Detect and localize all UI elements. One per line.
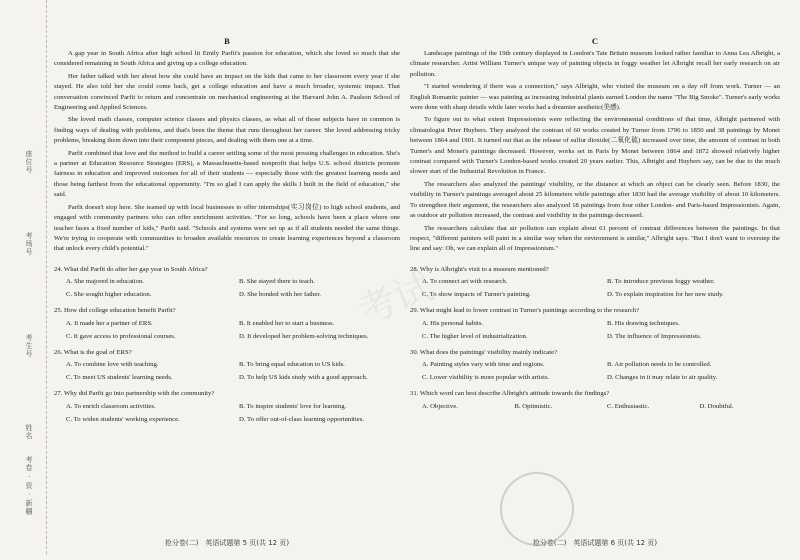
option-b[interactable]: B. Air pollution needs to be controlled. (607, 361, 712, 369)
passage-c (410, 49, 780, 255)
option-d[interactable]: D. Doubtful. (699, 402, 734, 410)
paragraph: Landscape paintings of the 19th century displayed in London's Tate Britain museum looked rather familiar to Anna Lea Albright, a climate researcher. Artist William Turner's unique way of painting objects in foggy weather let Albright recall her early research on air pollution. (410, 50, 780, 78)
question-27 (54, 389, 400, 426)
option-a[interactable]: A. Painting styles vary with time and regions. (422, 361, 545, 369)
paragraph: The researchers calculate that air pollution can explain about 61 percent of contrast differences between the paintings. In that respect, "different painters will paint in a similar way when the environment is similar," Albright says. "But I don't want to overstep the line and say: Oh, we can explain all of Impressionism." (410, 224, 780, 253)
option-d[interactable]: D. Changes in it may relate to air quality. (607, 374, 718, 382)
question-stem: 28. Why is Albright's visit to a museum mentioned? (410, 265, 549, 273)
question-stem: 26. What is the goal of ERS? (54, 348, 132, 356)
question-31 (410, 389, 780, 413)
paragraph: To figure out to what extent Impressionists were reflecting the environmental conditions of that time, Albright partnered with climatologist Peter Huybers. They analyzed the contrast of 60 works created by Turner from 1796 to 1850 and 38 paintings by Monet between 1864 and 1901. It turned out that as the release of sulfur dioxide(二氧化硫) increased over time, the amount of contrast in both Turner's and Monet's paintings decreased. However, works set in Paris by Monet between 1864 and 1872 showed relatively higher contrast compared with Turner's London-based works created 20 years earlier. This, Albright and Huybers say, can be due to the much slower start of the Industrial Revolution in France. (410, 116, 780, 176)
section-title-c: C (591, 36, 599, 46)
option-c[interactable]: C. She sought higher education. (66, 291, 152, 299)
right-content (410, 0, 780, 413)
binding-margin (20, 0, 47, 554)
option-d[interactable]: D. To explain inspiration for her new study. (607, 291, 724, 299)
paragraph: Parfit combined that love and the method to build a career settling some of the most pressing challenges in education. She's a partner at Education Resource Strategies (ERS), a Massachusetts-based nonprofit that helps U.S. school districts promote fairness in education and improved outcomes for all of their students — especially those with the greatest learning needs and those being farthest from the educational opportunity. "I'm so glad I can apply the skills I built in the field of education," she said. (54, 149, 400, 199)
question-24 (54, 265, 400, 302)
page-footer-right: 抢分卷(二) 英语试题第 6 页(共 12 页) (532, 539, 658, 547)
option-a[interactable]: A. To combine love with teaching. (66, 361, 159, 369)
option-b[interactable]: B. His drawing techniques. (607, 319, 680, 327)
left-content (54, 0, 400, 426)
question-26 (54, 348, 400, 385)
option-c[interactable]: C. It gave access to professional courses. (66, 332, 176, 340)
option-d[interactable]: D. It developed her problem-solving techniques. (239, 332, 369, 340)
question-stem: 24. What did Parfit do after her gap year in South Africa? (54, 265, 208, 273)
option-c[interactable]: C. The higher level of industrialization. (422, 332, 528, 340)
option-a[interactable]: A. To enrich classroom activities. (66, 402, 156, 410)
option-b[interactable]: B. It enabled her to start a business. (239, 319, 335, 327)
option-d[interactable]: D. She bonded with her father. (239, 291, 321, 299)
paragraph: The researchers also analyzed the paintings' visibility, or the distance at which an object can be clearly seen. Before 1830, the visibility in Turner's paintings averaged about 25 kilometers while paintings after 1830 had the average visibility of about 10 kilometers. To strengthen their argument, the researchers also analyzed 18 paintings from four other London- and Paris-based Impressionists. Again, as outdoor air pollution increased, the contrast and visibility in the paintings decreased. (410, 180, 780, 220)
binding-label-room: 考场号 (25, 232, 33, 256)
option-a[interactable]: A. His personal habits. (422, 319, 484, 327)
question-stem: 30. What does the paintings' visibility mainly indicate? (410, 348, 558, 356)
option-a[interactable]: A. Objective. (422, 402, 458, 410)
option-d[interactable]: D. The influence of Impressionists. (607, 332, 702, 340)
binding-label-region: 考卷 · 资 · 新疆 (25, 456, 33, 516)
page-footer-left: 抢分卷(二) 英语试题第 5 页(共 12 页) (164, 539, 290, 547)
watermark: 考试 (351, 264, 439, 334)
binding-label-name: 姓名 (25, 424, 33, 440)
question-stem: 31. Which word can best describe Albright's attitude towards the findings? (410, 390, 610, 398)
paragraph: "I started wondering if there was a connection," says Albright, who visited the museum on a day off from work. Turner — an English Romantic painter — was painting as increasing industrial plants earned London the name "The Big Smoke". Turner's early works were done with sharp details while later works had a dreamier aesthetic(美感). (410, 83, 780, 112)
option-b[interactable]: B. To bring equal education to US kids. (239, 361, 345, 369)
option-c[interactable]: C. To widen students' working experience. (66, 415, 180, 423)
passage-b (54, 49, 400, 255)
question-25 (54, 306, 400, 343)
option-a[interactable]: A. It made her a partner of ERS. (66, 319, 153, 327)
question-30 (410, 348, 780, 385)
option-b[interactable]: B. To inspire students' love for learning. (239, 402, 347, 410)
binding-label-seat: 座位号 (25, 150, 33, 174)
option-c[interactable]: C. To meet US students' learning needs. (66, 374, 173, 382)
option-b[interactable]: B. To introduce previous foggy weather. (607, 278, 715, 286)
paragraph: She loved math classes, computer science classes and physics classes, as what all of those subjects have in common is finding ways of dealing with problems, and that's been the theme that runs throughout her career. She loved addressing tricky problems, breaking them down into their component pieces, and dealing with them one at a time. (54, 116, 400, 145)
question-29 (410, 306, 780, 343)
question-28 (410, 265, 780, 302)
option-d[interactable]: D. To help US kids study with a good approach. (239, 374, 368, 382)
left-page (20, 0, 400, 554)
paragraph: A gap year in South Africa after high school lit Emily Parfit's passion for education, which she loved so much that she considered remaining in South Africa and giving up a college education. (54, 50, 400, 68)
option-c[interactable]: C. Lower visibility is more popular with artists. (422, 374, 550, 382)
paragraph: Her father talked with her about how she could have an impact on the kids that came to her classroom every year if she stayed. He also told her she could come back, get a college education and have a much broader, systemic impact. That conversation convinced Parfit to return and concentrate on mechanical engineering at the Harvard John A. Paulson School of Engineering and Applied Sciences. (54, 72, 400, 112)
option-a[interactable]: A. To connect art with research. (422, 278, 508, 286)
question-stem: 27. Why did Parfit go into partnership with the community? (54, 390, 215, 398)
question-stem: 25. How did college education benefit Parfit? (54, 307, 176, 315)
paragraph: Parfit doesn't stop here. She teamed up with local businesses to offer internships(实习岗位) to high school students, and engaged with community partners who can offer enrichment activities. "For so long, schools have been a place where one teacher faces a fixed number of kids," Parfit said. "Schools and systems were set up as if all students needed the same things. We're trying to cooperate with communities to broaden available resources to create learning experiences beyond a classroom that unlock every child's potential." (54, 203, 400, 253)
section-title-b: B (224, 36, 230, 46)
option-a[interactable]: A. She majored in education. (66, 278, 145, 286)
question-stem: 29. What might lead to lower contrast in Turner's paintings according to the research? (410, 307, 640, 315)
binding-label-examinee: 考生号 (25, 334, 33, 358)
option-b[interactable]: B. She stayed there to teach. (239, 278, 315, 286)
option-c[interactable]: C. Enthusiastic. (607, 402, 650, 410)
option-c[interactable]: C. To show impacts of Turner's painting. (422, 291, 531, 299)
option-b[interactable]: B. Optimistic. (514, 402, 553, 410)
right-page (410, 0, 790, 554)
option-d[interactable]: D. To offer out-of-class learning opportunities. (239, 415, 365, 423)
